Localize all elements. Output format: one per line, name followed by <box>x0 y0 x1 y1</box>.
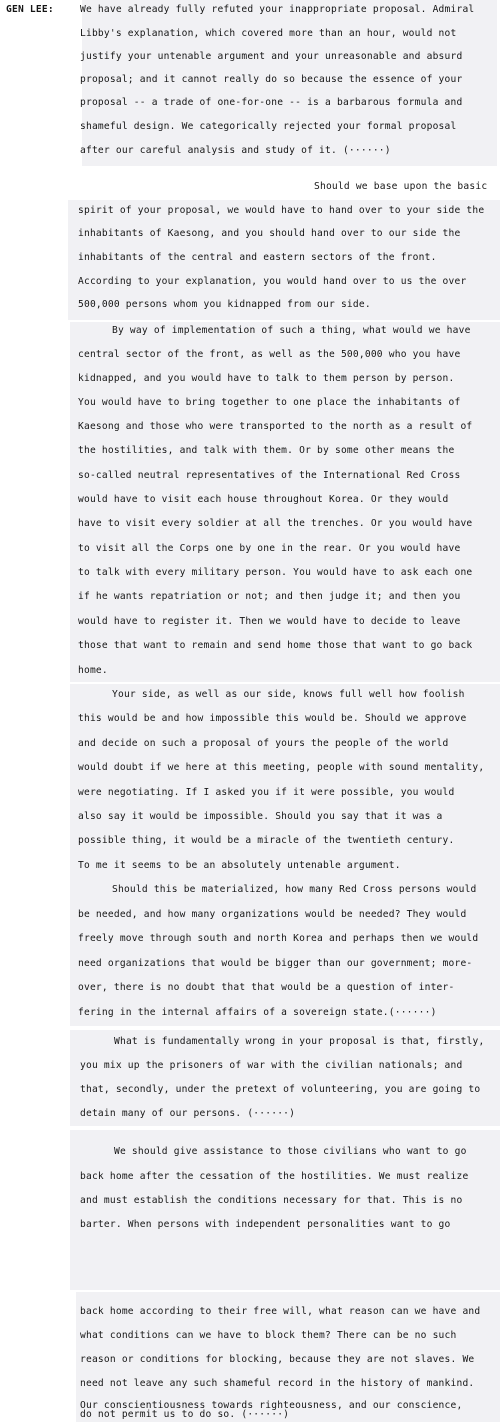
text-line: back home according to their free will, what reason can we have and <box>80 1306 481 1317</box>
text-line: Libby's explanation, which covered more than an hour, would not <box>80 28 457 39</box>
text-line: would doubt if we here at this meeting, people with sound mentality, <box>78 762 485 773</box>
text-line: Should we base upon the basic <box>314 181 488 192</box>
text-line: Our conscientiousness towards righteousness, and our conscience, <box>80 1400 463 1411</box>
text-line: need not leave any such shameful record in the history of mankind. <box>80 1378 475 1389</box>
text-line: What is fundamentally wrong in your proposal is that, firstly, <box>114 1036 485 1047</box>
text-line: those that want to remain and send home those that want to go back <box>78 640 473 651</box>
text-line: so-called neutral representatives of the International Red Cross <box>78 470 461 481</box>
text-line: proposal; and it cannot really do so because the essence of your <box>80 74 463 85</box>
text-line: after our careful analysis and study of it. (······) <box>80 145 391 156</box>
text-line: You would have to bring together to one place the inhabitants of <box>78 397 461 408</box>
text-line: to talk with every military person. You would have to ask each one <box>78 567 473 578</box>
text-line: be needed, and how many organizations would be needed? They would <box>78 909 467 920</box>
text-line: fering in the internal affairs of a sovereign state.(······) <box>78 1007 437 1018</box>
text-line: would have to visit each house throughout Korea. Or they would <box>78 494 449 505</box>
text-line: and must establish the conditions necessary for that. This is no <box>80 1195 463 1206</box>
text-line: spirit of your proposal, we would have to hand over to your side the <box>78 205 485 216</box>
text-line: inhabitants of Kaesong, and you should hand over to our side the <box>78 228 461 239</box>
text-line: justify your untenable argument and your unreasonable and absurd <box>80 51 463 62</box>
text-line: 500,000 persons whom you kidnapped from our side. <box>78 299 371 310</box>
text-line: what conditions can we have to block them? There can be no such <box>80 1330 457 1341</box>
text-line: you mix up the prisoners of war with the civilian nationals; and <box>80 1060 463 1071</box>
text-line: barter. When persons with independent personalities want to go <box>80 1219 451 1230</box>
text-line: that, secondly, under the pretext of volunteering, you are going to <box>80 1084 481 1095</box>
text-line: We have already fully refuted your inappropriate proposal. Admiral <box>80 4 475 15</box>
text-line: if he wants repatriation or not; and then judge it; and then you <box>78 591 461 602</box>
text-line: possible thing, it would be a miracle of the twentieth century. <box>78 835 455 846</box>
text-line: We should give assistance to those civilians who want to go <box>114 1146 467 1157</box>
text-line: back home after the cessation of the hostilities. We must realize <box>80 1171 469 1182</box>
text-line: Should this be materialized, how many Red Cross persons would <box>112 884 477 895</box>
text-line: freely move through south and north Korea and perhaps then we would <box>78 933 479 944</box>
text-line: By way of implementation of such a thing, what would we have <box>112 325 471 336</box>
text-line: do not permit us to do so. (······) <box>80 1409 290 1420</box>
text-line: detain many of our persons. (······) <box>80 1108 296 1119</box>
text-line: this would be and how impossible this would be. Should we approve <box>78 713 467 724</box>
text-line: According to your explanation, you would hand over to us the over <box>78 276 467 287</box>
text-line: Kaesong and those who were transported to the north as a result of <box>78 421 473 432</box>
text-line: and decide on such a proposal of yours the people of the world <box>78 738 449 749</box>
text-line: shameful design. We categorically rejected your formal proposal <box>80 121 457 132</box>
text-line: inhabitants of the central and eastern sectors of the front. <box>78 252 437 263</box>
text-line: need organizations that would be bigger than our government; more- <box>78 958 473 969</box>
text-line: proposal -- a trade of one-for-one -- is a barbarous formula and <box>80 97 463 108</box>
text-line: have to visit every soldier at all the trenches. Or you would have <box>78 518 473 529</box>
text-line: the hostilities, and talk with them. Or by some other means the <box>78 445 455 456</box>
text-line: were negotiating. If I asked you if it were possible, you would <box>78 787 455 798</box>
text-line: central sector of the front, as well as the 500,000 who you have <box>78 349 461 360</box>
text-line: Your side, as well as our side, knows full well how foolish <box>112 689 465 700</box>
text-line: over, there is no doubt that that would be a question of inter- <box>78 982 455 993</box>
text-line: kidnapped, and you would have to talk to them person by person. <box>78 373 455 384</box>
text-line: to visit all the Corps one by one in the rear. Or you would have <box>78 543 461 554</box>
text-line: would have to register it. Then we would have to decide to leave <box>78 616 461 627</box>
paste-strip <box>70 684 500 1026</box>
text-line: reason or conditions for blocking, because they are not slaves. We <box>80 1354 475 1365</box>
text-line: also say it would be impossible. Should you say that it was a <box>78 811 443 822</box>
text-line: To me it seems to be an absolutely untenable argument. <box>78 860 401 871</box>
text-line: home. <box>78 665 108 676</box>
speaker-label: GEN LEE: <box>6 4 54 15</box>
